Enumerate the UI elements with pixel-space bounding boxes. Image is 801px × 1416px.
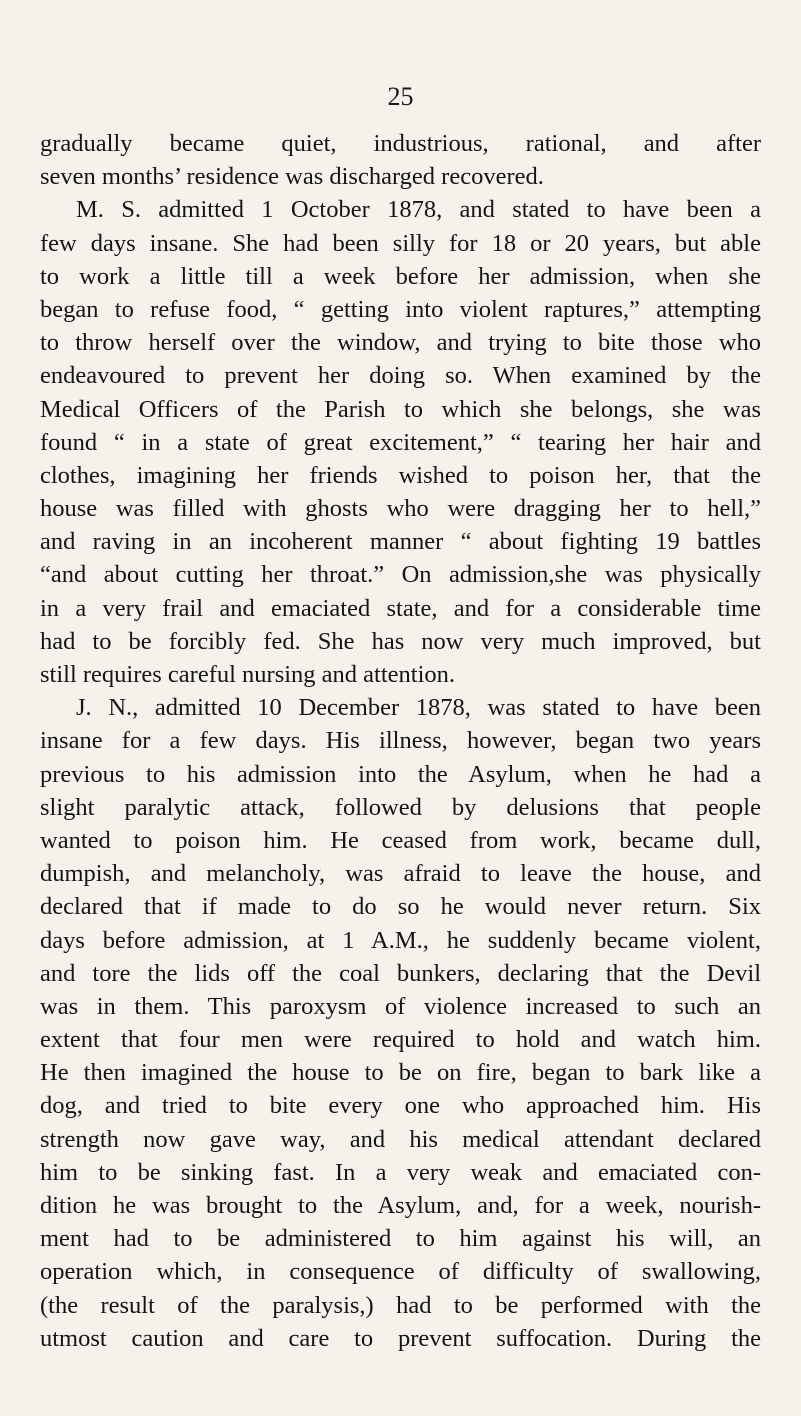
- text-line: began to refuse food, “ getting into violent raptures,” attempting: [40, 295, 761, 323]
- text-line: slight paralytic attack, followed by delusions that people: [40, 793, 761, 821]
- text-line: strength now gave way, and his medical attendant declared: [40, 1125, 761, 1153]
- page-number: 25: [387, 82, 414, 111]
- text-line: insane for a few days. His illness, however, began two years: [40, 727, 761, 755]
- text-line: utmost caution and care to prevent suffocation. During the: [40, 1324, 761, 1352]
- text-line: M. S. admitted 1 October 1878, and stated to have been a: [76, 196, 761, 224]
- text-line: He then imagined the house to be on fire, began to bark like a: [40, 1059, 761, 1087]
- text-line: dition he was brought to the Asylum, and, for a week, nourish-: [40, 1192, 761, 1219]
- text-line: had to be forcibly fed. She has now very much improved, but: [40, 627, 761, 655]
- text-line: still requires careful nursing and attention.: [40, 661, 456, 688]
- text-line: ment had to be administered to him against his will, an: [40, 1225, 761, 1253]
- text-line: “and about cutting her throat.” On admission,she was physically: [40, 561, 761, 589]
- text-line: operation which, in consequence of difficulty of swallowing,: [40, 1258, 761, 1286]
- text-line: Medical Officers of the Parish to which she belongs, she was: [40, 395, 761, 423]
- text-line: house was filled with ghosts who were dragging her to hell,”: [40, 495, 761, 523]
- text-line: and tore the lids off the coal bunkers, declaring that the Devil: [40, 959, 761, 987]
- body-text: [40, 127, 761, 1355]
- text-line: to throw herself over the window, and trying to bite those who: [40, 329, 761, 357]
- text-line: (the result of the paralysis,) had to be performed with the: [40, 1291, 761, 1319]
- text-line: found “ in a state of great excitement,” “ tearing her hair and: [40, 428, 761, 456]
- text-line: dog, and tried to bite every one who approached him. His: [40, 1092, 761, 1120]
- text-line: days before admission, at 1 A.M., he suddenly became violent,: [40, 926, 761, 954]
- text-line: clothes, imagining her friends wished to poison her, that the: [40, 461, 761, 489]
- text-line: few days insane. She had been silly for 18 or 20 years, but able: [40, 229, 761, 257]
- text-line: J. N., admitted 10 December 1878, was stated to have been: [76, 694, 761, 722]
- text-line: him to be sinking fast. In a very weak and emaciated con-: [40, 1158, 761, 1186]
- text-line: previous to his admission into the Asylum, when he had a: [40, 760, 761, 788]
- text-line: to work a little till a week before her admission, when she: [40, 262, 761, 290]
- text-line: endeavoured to prevent her doing so. When examined by the: [40, 362, 761, 390]
- text-line: and raving in an incoherent manner “ about fighting 19 battles: [40, 528, 761, 556]
- text-line: dumpish, and melancholy, was afraid to leave the house, and: [40, 860, 761, 888]
- text-line: seven months’ residence was discharged recovered.: [40, 163, 544, 191]
- text-line: was in them. This paroxysm of violence increased to such an: [40, 992, 761, 1020]
- text-line: in a very frail and emaciated state, and for a considerable time: [40, 594, 761, 622]
- text-line: wanted to poison him. He ceased from work, became dull,: [40, 826, 761, 854]
- text-line: gradually became quiet, industrious, rational, and after: [40, 130, 761, 157]
- text-line: extent that four men were required to hold and watch him.: [40, 1026, 761, 1054]
- text-line: declared that if made to do so he would never return. Six: [40, 893, 761, 921]
